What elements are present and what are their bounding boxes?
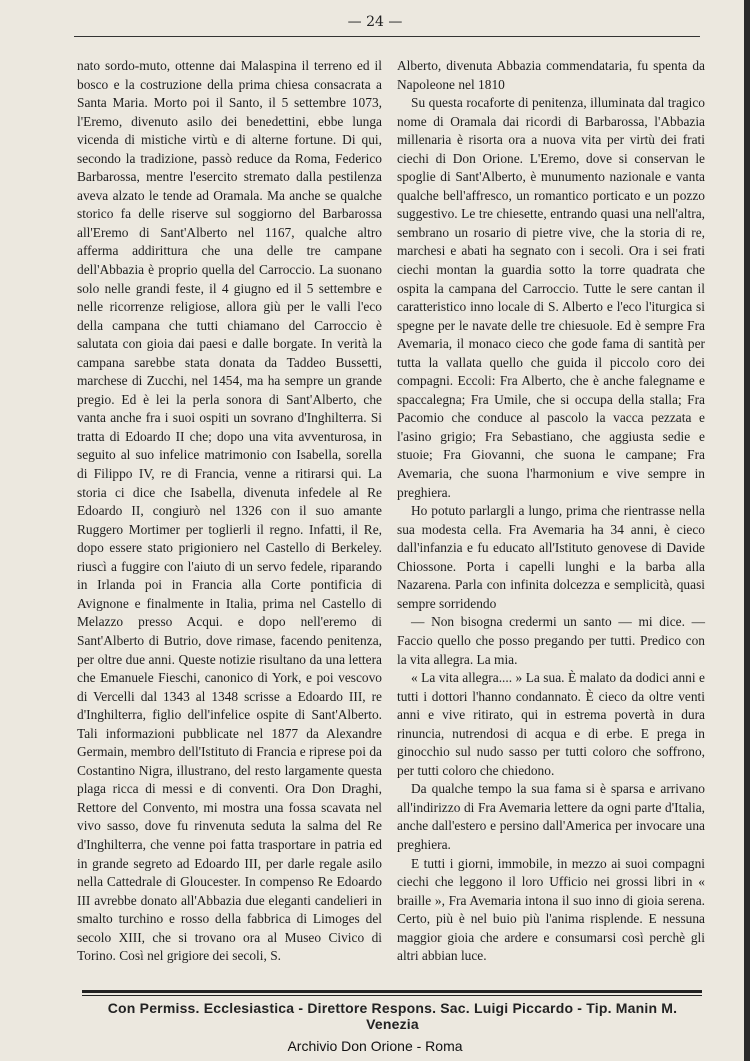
- right-column: [397, 57, 705, 966]
- paragraph: Ho potuto parlargli a lungo, prima che rientrasse nella sua modesta cella. Fra Avemaria ha 34 anni, è cieco dall'infanzia e fu educato all'Istituto genovese di Davide Chiossone. Porta i capelli lunghi e la barba alla Nazarena. Parla con infinita dolcezza e semplicità, quasi sempre sorridendo: [397, 503, 705, 611]
- paragraph: Da qualche tempo la sua fama si è sparsa e arrivano all'indirizzo di Fra Avemaria lettere da ogni parte d'Italia, anche dall'estero e persino dall'America per invocare una preghiera.: [397, 781, 705, 852]
- paragraph: E tutti i giorni, immobile, in mezzo ai suoi compagni ciechi che leggono il loro Ufficio nei grossi libri in « braille », Fra Avemaria intona il suo inno di gioia serena. Certo, più è nel buio più l'anima risplende. E nessuna maggior gioia che ardere e consumarsi così perchè gli altri abbian luce.: [397, 855, 705, 964]
- header-rule: [74, 36, 700, 37]
- paragraph: Alberto, divenuta Abbazia commendataria, fu spenta da Napoleone nel 1810: [397, 58, 705, 92]
- paragraph: — Non bisogna credermi un santo — mi dice. — Faccio quello che posso pregando per tutti. Predico con la vita allegra. La mia.: [397, 614, 705, 667]
- scan-edge: [744, 0, 750, 1061]
- paragraph: « La vita allegra.... » La sua. È malato da dodici anni e tutti i dottori l'hanno condannato. È cieco da oltre venti anni e vive ritirato, qui in estrema povertà in dura rinuncia, nutrendosi di acqua e di erbe. E prega in ginocchio sul nudo sasso per tutti coloro che soffrono, per tutti coloro che chiedono.: [397, 670, 705, 778]
- footer-rule-thick: [82, 990, 702, 993]
- paragraph: nato sordo-muto, ottenne dai Malaspina il terreno ed il bosco e la costruzione della prima chiesa consacrata a Santa Maria. Morto poi il Santo, il 5 settembre 1073, l'Eremo, divenuto asilo dei benedettini, ebbe lunga vicenda di mistiche virtù e di alterne fortune. Di qui, secondo la tradizione, passò reduce da Roma, Federico Barbarossa, mentre l'esercito stremato dalla pestilenza aveva alzato le tende ad Oramala. Ma anche se qualche storico fa delle riserve sul soggiorno del Barbarossa all'Eremo di Sant'Alberto nel 1167, qualche altro afferma addirittura che una delle tre campane dell'Abbazia è proprio quella del Carroccio. La suonano solo nelle grandi feste, il 4 giugno ed il 5 settembre e nelle ricorrenze religiose, allora giù per le valli l'eco della campana che tutti chiamano del Carroccio è salutata con gioia dai paesi e dalle borgate. In verità la campana sarebbe stata donata da Taddeo Bussetti, marchese di Zucchi, nel 1454, ma ha sempre un grande pregio. Ed è lei la perla sonora di Sant'Alberto, che vanta anche fra i suoi ospiti un sovrano d'Inghilterra. Si tratta di Edoardo II che; dopo una vita avventurosa, in seguito al suo infelice matrimonio con Isabella, sorella di Filippo IV, re di Francia, venne a ritirarsi qui. La storia ci dice che Isabella, divenuta infedele al Re Edoardo II, congiurò nel 1326 con il suo amante Ruggero Mortimer per toglierli il regno. Infatti, il Re, dopo essere stato prigioniero nel Castello di Berkeley. riuscì a fuggire con l'aiuto di un servo fedele, riparando in Irlanda poi in Francia alla Corte pontificia di Avignone e finalmente in Italia, prima nel Castello di Melazzo presso Acqui. e dopo nell'eremo di Sant'Alberto di Butrio, dove rimase, facendo penitenza, per oltre due anni. Queste notizie risultano da una lettera che Emanuele Fieschi, canonico di York, e poi vescovo di Vercelli dal 1343 al 1348 scrisse a Edoardo III, re d'Inghilterra, figlio dell'infelice ospite di Sant'Alberto. Tali informazioni pubblicate nel 1877 da Alexandre Germain, membro dell'Istituto di Francia e riprese poi da Costantino Nigra, illustrano, del resto largamente questa plaga ricca di messi e di conventi. Ora Don Draghi, Rettore del Convento, mi mostra una fossa scavata nel vivo sasso, dove fu rinvenuta seduta la salma del Re d'Inghilterra, che venne poi fatta trasportare in patria ed in grande segreto ad Edoardo III, per darle regale asilo nella Cattedrale di Gloucester. In compenso Re Edoardo III avrebbe donato all'Abbazia due eleganti candelieri in smalto turchino e rosso della fabbrica di Limoges del secolo XIII, che si trovano ora al Museo Civico di Torino. Così nel grigiore dei secoli, S.: [77, 58, 382, 964]
- footer-rule-thin: [82, 995, 702, 996]
- imprint-line: Con Permiss. Ecclesiastica - Direttore Respons. Sac. Luigi Piccardo - Tip. Manin M. Venezia: [107, 1000, 678, 1032]
- paragraph: Su questa rocaforte di penitenza, illuminata dal tragico nome di Oramala dai ricordi di Barbarossa, l'Abbazia millenaria è risorta ora a nuova vita per virtù dei frati ciechi di Don Orione. L'Eremo, dove si conservan le spoglie di Sant'Alberto, è munumento nazionale e vanta qualche bell'affresco, un romantico porticato e un pozzo suggestivo. Le tre chiesette, entrando quasi una nell'altra, sembrano un rosario di pietre vive, che la storia di re, marchesi e abati ha segnato con i secoli. Ora i sei frati ciechi montan la guardia sotto la torre quadrata che ospita la campana del Carroccio. Tutte le sere cantan il caratteristico inno locale di S. Alberto e l'eco l'iturgica si spegne per le navate delle tre chiesuole. Ed è sempre Fra Avemaria, il monaco cieco che gode fama di santità per tutta la vallata quello che guida il piccolo coro dei compagni. Eccoli: Fra Alberto, che è anche falegname e spaccalegna; Fra Umile, che si occupa della stalla; Fra Pacomio che conduce al pascolo la vacca pezzata e l'asino grigio; Fra Sebastiano, che aggiusta sedie e stuoie; Fra Giovanni, che suona le campane; Fra Avemaria, che suona l'harmonium e vive sempre in preghiera.: [397, 95, 705, 500]
- archive-caption: Archivio Don Orione - Roma: [287, 1038, 463, 1054]
- left-column: [77, 57, 382, 966]
- page-number: — 24 —: [347, 14, 403, 30]
